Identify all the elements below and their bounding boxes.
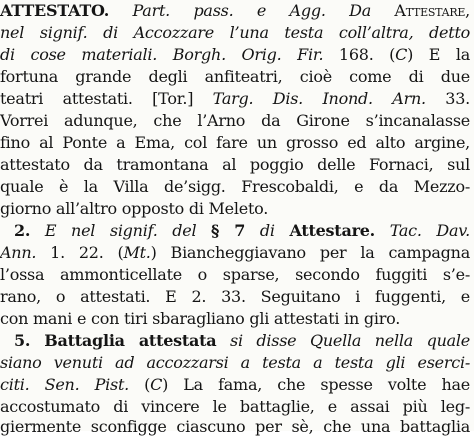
definition-text: di cose materiali. bbox=[0, 45, 158, 64]
entry-line-17 bbox=[0, 352, 470, 374]
quotation-text: teatri attestati. [Tor.] bbox=[0, 89, 213, 108]
entry-line-2 bbox=[0, 22, 470, 44]
entry-line-7 bbox=[0, 132, 470, 154]
punctuation: , bbox=[465, 1, 470, 20]
entry-line-15 bbox=[0, 308, 470, 330]
quotation-text: ) E la bbox=[407, 45, 470, 64]
entry-line-6 bbox=[0, 110, 470, 132]
cross-reference-verb: Attestare. bbox=[289, 221, 375, 240]
quotation-text: quale è la Villa de’sigg. Frescobaldi, e da Mezzo- bbox=[0, 177, 470, 196]
source-citation: Sen. Pist. bbox=[44, 375, 129, 394]
section-reference: § 7 bbox=[211, 221, 246, 240]
quotation-text: ) La fama, che spesse volte hae bbox=[162, 375, 470, 394]
headword: ATTESTATO. bbox=[0, 1, 110, 20]
definition-text: nel signif. di Accozzare l’una testa coll’altra, detto bbox=[0, 23, 470, 42]
entry-line-5 bbox=[0, 88, 470, 110]
citation-text: 33. bbox=[425, 89, 470, 108]
source-citation: Ann. bbox=[0, 243, 37, 262]
entry-line-16 bbox=[14, 330, 470, 352]
definition-text: di bbox=[245, 221, 290, 240]
quotation-text: fino al Ponte a Ema, col fare un grosso ed alto argine, bbox=[0, 133, 470, 152]
definition-text: si disse Quella nella quale bbox=[216, 331, 470, 350]
separator bbox=[375, 221, 390, 240]
quotation-text: E 2. 33. Seguitano i fuggenti, e bbox=[150, 287, 470, 306]
entry-line-8 bbox=[0, 154, 470, 176]
quotation-text: l’ossa ammonticellate o sparse, secondo fuggiti s’e- bbox=[0, 265, 470, 284]
quotation-text: ) Biancheggiavano per la campagna bbox=[150, 243, 470, 262]
entry-line-10 bbox=[0, 198, 470, 220]
entry-line-20 bbox=[0, 416, 470, 438]
cross-reference-verb: Attestare bbox=[394, 1, 466, 20]
separator bbox=[157, 45, 173, 64]
entry-line-13 bbox=[0, 264, 470, 286]
sense-number: 5. bbox=[14, 331, 31, 350]
entry-line-12 bbox=[0, 242, 470, 264]
quotation-text: giermente sconfigge ciascuno per sè, che una battaglia bbox=[0, 417, 470, 436]
citation-text: ( bbox=[128, 375, 151, 394]
source-citation: Tac. Dav. bbox=[389, 221, 470, 240]
quotation-text: Vorrei adunque, che l’Arno da Girone s’incanalasse bbox=[0, 111, 470, 130]
quotation-text: accostumato di vincere le battaglie, e assai più leg- bbox=[0, 397, 470, 416]
entry-line-11 bbox=[14, 220, 470, 242]
sense-number: 2. bbox=[14, 221, 31, 240]
grammar-note: Part. pass. e Agg. Da bbox=[109, 1, 395, 20]
entry-line-19 bbox=[0, 396, 470, 418]
subentry-phrase: Battaglia attestata bbox=[30, 331, 217, 350]
definition-text: siano venuti ad accozzarsi a testa a testa gli eserci- bbox=[0, 353, 470, 372]
definition-text: citi. bbox=[0, 375, 30, 394]
entry-line-9 bbox=[0, 176, 470, 198]
entry-line-14 bbox=[0, 286, 470, 308]
source-citation: Borgh. Orig. Fir. bbox=[172, 45, 324, 64]
quotation-text: fortuna grande degli anfiteatri, cioè come di due bbox=[0, 67, 470, 86]
quotation-text: con mani e con tiri sbaragliano gli attestati in giro. bbox=[0, 309, 401, 328]
quotation-text: giorno all’altro opposto di Meleto. bbox=[0, 199, 269, 218]
entry-line-1 bbox=[0, 0, 470, 22]
entry-line-18 bbox=[0, 374, 470, 396]
definition-text: E nel signif. bbox=[30, 221, 158, 240]
source-siglum: Mt. bbox=[123, 243, 151, 262]
source-siglum: C bbox=[395, 45, 408, 64]
quotation-text: rano, o attestati. bbox=[0, 287, 151, 306]
separator bbox=[29, 375, 44, 394]
quotation-text: attestato da tramontana al poggio delle Fornaci, sul bbox=[0, 155, 470, 174]
source-citation: Targ. Dis. Inond. Arn. bbox=[212, 89, 426, 108]
citation-text: 168. ( bbox=[323, 45, 396, 64]
definition-text: del bbox=[157, 221, 212, 240]
entry-line-4 bbox=[0, 66, 470, 88]
entry-line-3 bbox=[0, 44, 470, 66]
source-siglum: C bbox=[150, 375, 163, 394]
citation-text: 1. 22. ( bbox=[36, 243, 124, 262]
